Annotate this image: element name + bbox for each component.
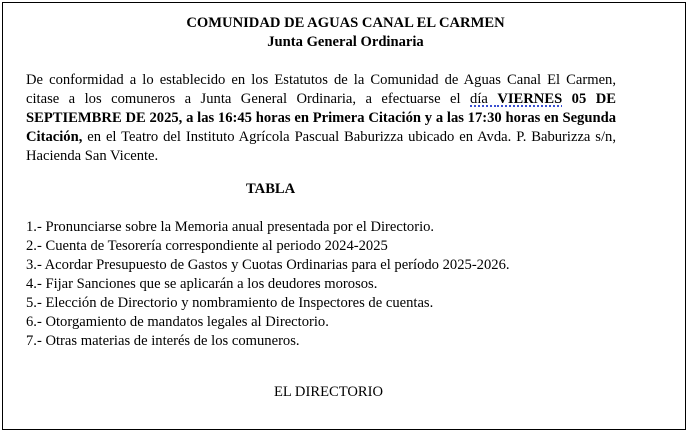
tabla-item-2: 2.- Cuenta de Tesorería correspondiente al periodo 2024-2025	[26, 238, 388, 254]
tabla-list	[26, 218, 510, 351]
tabla-item-3: 3.- Acordar Presupuesto de Gastos y Cuotas Ordinarias para el período 2025-2026.	[26, 257, 510, 273]
intro-text-1: De conformidad a lo establecido en los Estatutos de la Comunidad de Aguas Canal El Carmen, citase a los comuneros a Junta General Ordinaria, a efectuarse el	[26, 72, 616, 107]
notice-border	[2, 2, 686, 430]
intro-word-dia	[470, 91, 562, 107]
intro-dia-text: día	[470, 91, 498, 107]
tabla-item-6: 6.- Otorgamiento de mandatos legales al Directorio.	[26, 314, 329, 330]
tabla-item-5: 5.- Elección de Directorio y nombramiento de Inspectores de cuentas.	[26, 295, 434, 311]
notice-subtitle: Junta General Ordinaria	[267, 34, 424, 50]
tabla-item-4: 4.- Fijar Sanciones que se aplicarán a los deudores morosos.	[26, 276, 378, 292]
notice-title: COMUNIDAD DE AGUAS CANAL EL CARMEN	[186, 15, 505, 31]
tabla-item-7: 7.- Otras materias de interés de los comuneros.	[26, 333, 300, 349]
intro-text-2: en el Teatro del Instituto Agrícola Pascual Baburizza ubicado en Avda. P. Baburizza s/n, Hacienda San Vicente.	[26, 129, 616, 164]
signature: EL DIRECTORIO	[274, 384, 384, 400]
tabla-heading: TABLA	[246, 181, 296, 197]
intro-bold-date-times: 05 DE SEPTIEMBRE DE 2025, a las 16:45 horas en Primera Citación y a las 17:30 horas en Segunda Citación,	[26, 91, 616, 145]
tabla-item-1: 1.- Pronunciarse sobre la Memoria anual presentada por el Directorio.	[26, 219, 435, 235]
intro-paragraph	[26, 71, 616, 166]
intro-bold-day: VIERNES	[497, 91, 563, 107]
